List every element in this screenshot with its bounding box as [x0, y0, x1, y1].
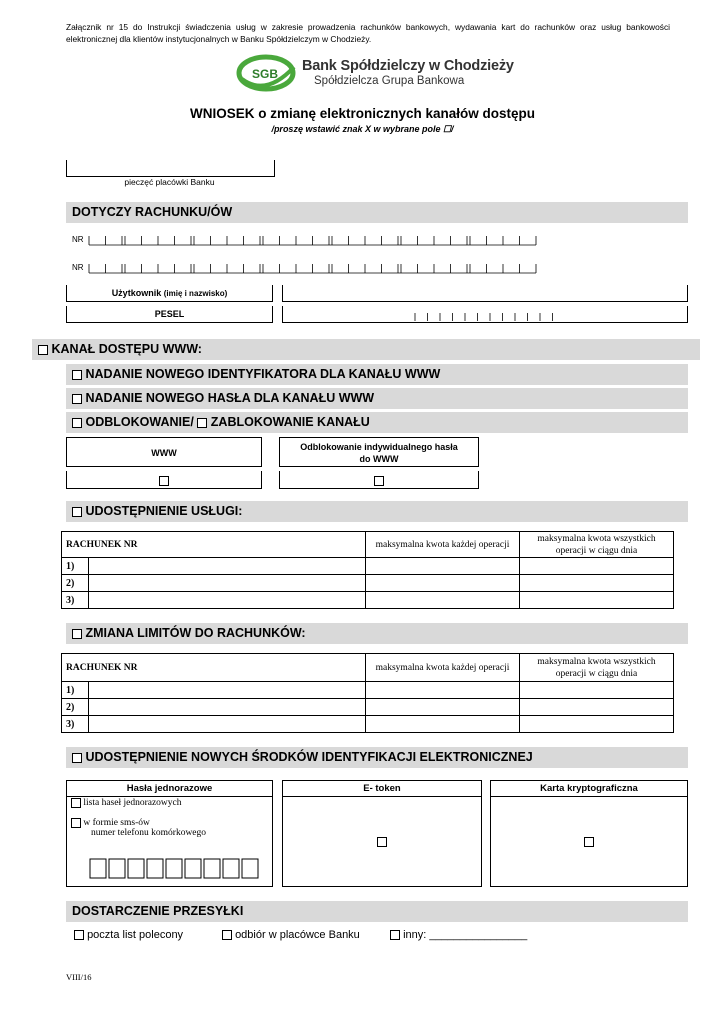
table-row: [62, 699, 674, 716]
pesel-label: PESEL: [154, 309, 185, 319]
new-id-means-label: UDOSTĘPNIENIE NOWYCH ŚRODKÓW IDENTYFIKACJI ELEKTRONICZNEJ: [85, 750, 533, 764]
new-id-means-checkbox[interactable]: [72, 753, 82, 763]
page-subtitle: /proszę wstawić znak X w wybrane pole ☐/: [271, 124, 454, 134]
new-id-row: [66, 364, 688, 385]
delivery-post-checkbox[interactable]: [74, 930, 84, 940]
www-col-label: WWW: [151, 448, 177, 458]
user-label: Użytkownik: [111, 288, 162, 298]
delivery-other-option: [390, 929, 527, 941]
limit-change-heading: [66, 623, 688, 644]
block-row: [66, 412, 688, 433]
max-all-cell[interactable]: [520, 592, 674, 609]
row-number: 2): [62, 699, 89, 716]
max-each-cell[interactable]: [366, 716, 520, 733]
row-number: 2): [62, 575, 89, 592]
nr-label-2: NR: [72, 263, 84, 272]
new-password-checkbox[interactable]: [72, 394, 82, 404]
phone-digit-box: [90, 859, 106, 878]
sgb-logo-icon: [236, 53, 300, 93]
unblock-checkbox[interactable]: [72, 418, 82, 428]
delivery-other-label: inny: ________________: [403, 929, 528, 941]
account-number-field-2[interactable]: [88, 262, 544, 274]
etoken-checkbox[interactable]: [377, 837, 387, 847]
user-label-box: [66, 285, 273, 302]
www-col-box: [66, 437, 262, 467]
limit-change-label: ZMIANA LIMITÓW DO RACHUNKÓW:: [85, 626, 306, 640]
limit-col-max-all: maksymalna kwota wszystkich operacji w ciągu dnia: [520, 654, 674, 682]
otp-list-checkbox[interactable]: [71, 798, 81, 808]
user-name-input[interactable]: [282, 285, 688, 302]
limit-col-account: RACHUNEK NR: [62, 654, 366, 682]
phone-digit-box: [242, 859, 258, 878]
www-channel-label: KANAŁ DOSTĘPU WWW:: [51, 342, 202, 356]
service-share-heading: [66, 501, 688, 522]
annex-note: Załącznik nr 15 do Instrukcji świadczenia usług w zakresie prowadzenia rachunków bankowych, wydawania kart do rachunków oraz usług bankowości elektronicznej dla klientów instytucjonalnych w Banku Spółdzielczym w Chodzieży.: [66, 22, 670, 44]
max-each-cell[interactable]: [366, 682, 520, 699]
card-box: [490, 780, 688, 887]
table-row: [62, 716, 674, 733]
unblock-label: ODBLOKOWANIE/: [85, 415, 194, 429]
limit-change-checkbox[interactable]: [72, 629, 82, 639]
bank-group: Spółdzielcza Grupa Bankowa: [314, 75, 465, 87]
etoken-box: [282, 780, 482, 887]
delivery-post-option: [74, 929, 183, 941]
pesel-label-box: [66, 306, 273, 323]
otp-phone-label: numer telefonu komórkowego: [91, 828, 207, 839]
logo-text: SGB: [252, 67, 279, 81]
user-hint: (imię i nazwisko): [163, 289, 228, 298]
phone-digit-box: [128, 859, 144, 878]
max-all-cell[interactable]: [520, 575, 674, 592]
unblock-pw-checkbox[interactable]: [374, 476, 384, 486]
block-label: ZABLOKOWANIE KANAŁU: [210, 415, 370, 429]
block-checkbox[interactable]: [197, 418, 207, 428]
account-number-field-1[interactable]: [88, 234, 544, 246]
phone-digit-box: [204, 859, 220, 878]
www-channel-heading: [32, 339, 700, 360]
phone-number-boxes[interactable]: [89, 858, 261, 880]
etoken-col-label: E- token: [283, 781, 481, 797]
account-cell[interactable]: [89, 716, 366, 733]
new-id-label: NADANIE NOWEGO IDENTYFIKATORA DLA KANAŁU WWW: [85, 367, 441, 381]
delivery-other-checkbox[interactable]: [390, 930, 400, 940]
www-checkbox-cell: [66, 471, 262, 489]
page-title: WNIOSEK o zmianę elektronicznych kanałów dostępu: [189, 106, 536, 121]
table-row: [62, 682, 674, 699]
account-section-heading: DOTYCZY RACHUNKU/ÓW: [66, 202, 688, 223]
row-number: 3): [62, 592, 89, 609]
phone-digit-box: [147, 859, 163, 878]
card-col-label: Karta kryptograficzna: [491, 781, 687, 797]
delivery-heading: DOSTARCZENIE PRZESYŁKI: [66, 901, 688, 922]
delivery-branch-option: [222, 929, 360, 941]
unblock-pw-col-box: [279, 437, 479, 467]
table-row: [62, 575, 674, 592]
limit-change-table: [61, 653, 674, 733]
delivery-branch-label: odbiór w placówce Banku: [235, 929, 360, 941]
otp-box: [66, 780, 273, 887]
otp-list-label: lista haseł jednorazowych: [83, 798, 182, 809]
max-each-cell[interactable]: [366, 558, 520, 575]
otp-sms-label: w formie sms-ów: [83, 818, 150, 829]
service-share-label: UDOSTĘPNIENIE USŁUGI:: [85, 504, 243, 518]
row-number: 1): [62, 558, 89, 575]
footer-code: VIII/16: [66, 972, 92, 982]
account-cell[interactable]: [89, 699, 366, 716]
service-col-account: RACHUNEK NR: [62, 532, 366, 558]
account-cell[interactable]: [89, 592, 366, 609]
service-col-max-each: maksymalna kwota każdej operacji: [366, 532, 520, 558]
max-all-cell[interactable]: [520, 682, 674, 699]
unblock-pw-checkbox-cell: [279, 471, 479, 489]
table-row: [62, 558, 674, 575]
new-id-checkbox[interactable]: [72, 370, 82, 380]
service-share-checkbox[interactable]: [72, 507, 82, 517]
phone-digit-box: [185, 859, 201, 878]
nr-label-1: NR: [72, 235, 84, 244]
unblock-pw-col-label: Odblokowanie indywidualnego hasła do WWW: [300, 442, 458, 464]
max-each-cell[interactable]: [366, 592, 520, 609]
phone-digit-box: [109, 859, 125, 878]
bank-name: Bank Spółdzielczy w Chodzieży: [302, 58, 514, 74]
service-col-max-all: maksymalna kwota wszystkich operacji w ciągu dnia: [520, 532, 674, 558]
pesel-input[interactable]: [282, 306, 688, 323]
max-all-cell[interactable]: [520, 699, 674, 716]
stamp-label: pieczęć placówki Banku: [124, 177, 215, 187]
phone-digit-box: [166, 859, 182, 878]
new-id-means-heading: [66, 747, 688, 768]
card-checkbox[interactable]: [584, 837, 594, 847]
table-row: [62, 592, 674, 609]
delivery-branch-checkbox[interactable]: [222, 930, 232, 940]
service-share-table: [61, 531, 674, 609]
phone-digit-box: [223, 859, 239, 878]
row-number: 3): [62, 716, 89, 733]
otp-col-label: Hasła jednorazowe: [67, 781, 272, 797]
max-all-cell[interactable]: [520, 558, 674, 575]
max-all-cell[interactable]: [520, 716, 674, 733]
max-each-cell[interactable]: [366, 575, 520, 592]
delivery-post-label: poczta list polecony: [87, 929, 184, 941]
max-each-cell[interactable]: [366, 699, 520, 716]
otp-sms-checkbox[interactable]: [71, 818, 81, 828]
account-cell[interactable]: [89, 575, 366, 592]
stamp-field[interactable]: [66, 160, 275, 177]
account-cell[interactable]: [89, 682, 366, 699]
account-cell[interactable]: [89, 558, 366, 575]
limit-col-max-each: maksymalna kwota każdej operacji: [366, 654, 520, 682]
row-number: 1): [62, 682, 89, 699]
www-col-checkbox[interactable]: [159, 476, 169, 486]
www-channel-checkbox[interactable]: [38, 345, 48, 355]
new-password-label: NADANIE NOWEGO HASŁA DLA KANAŁU WWW: [85, 391, 375, 405]
new-password-row: [66, 388, 688, 409]
